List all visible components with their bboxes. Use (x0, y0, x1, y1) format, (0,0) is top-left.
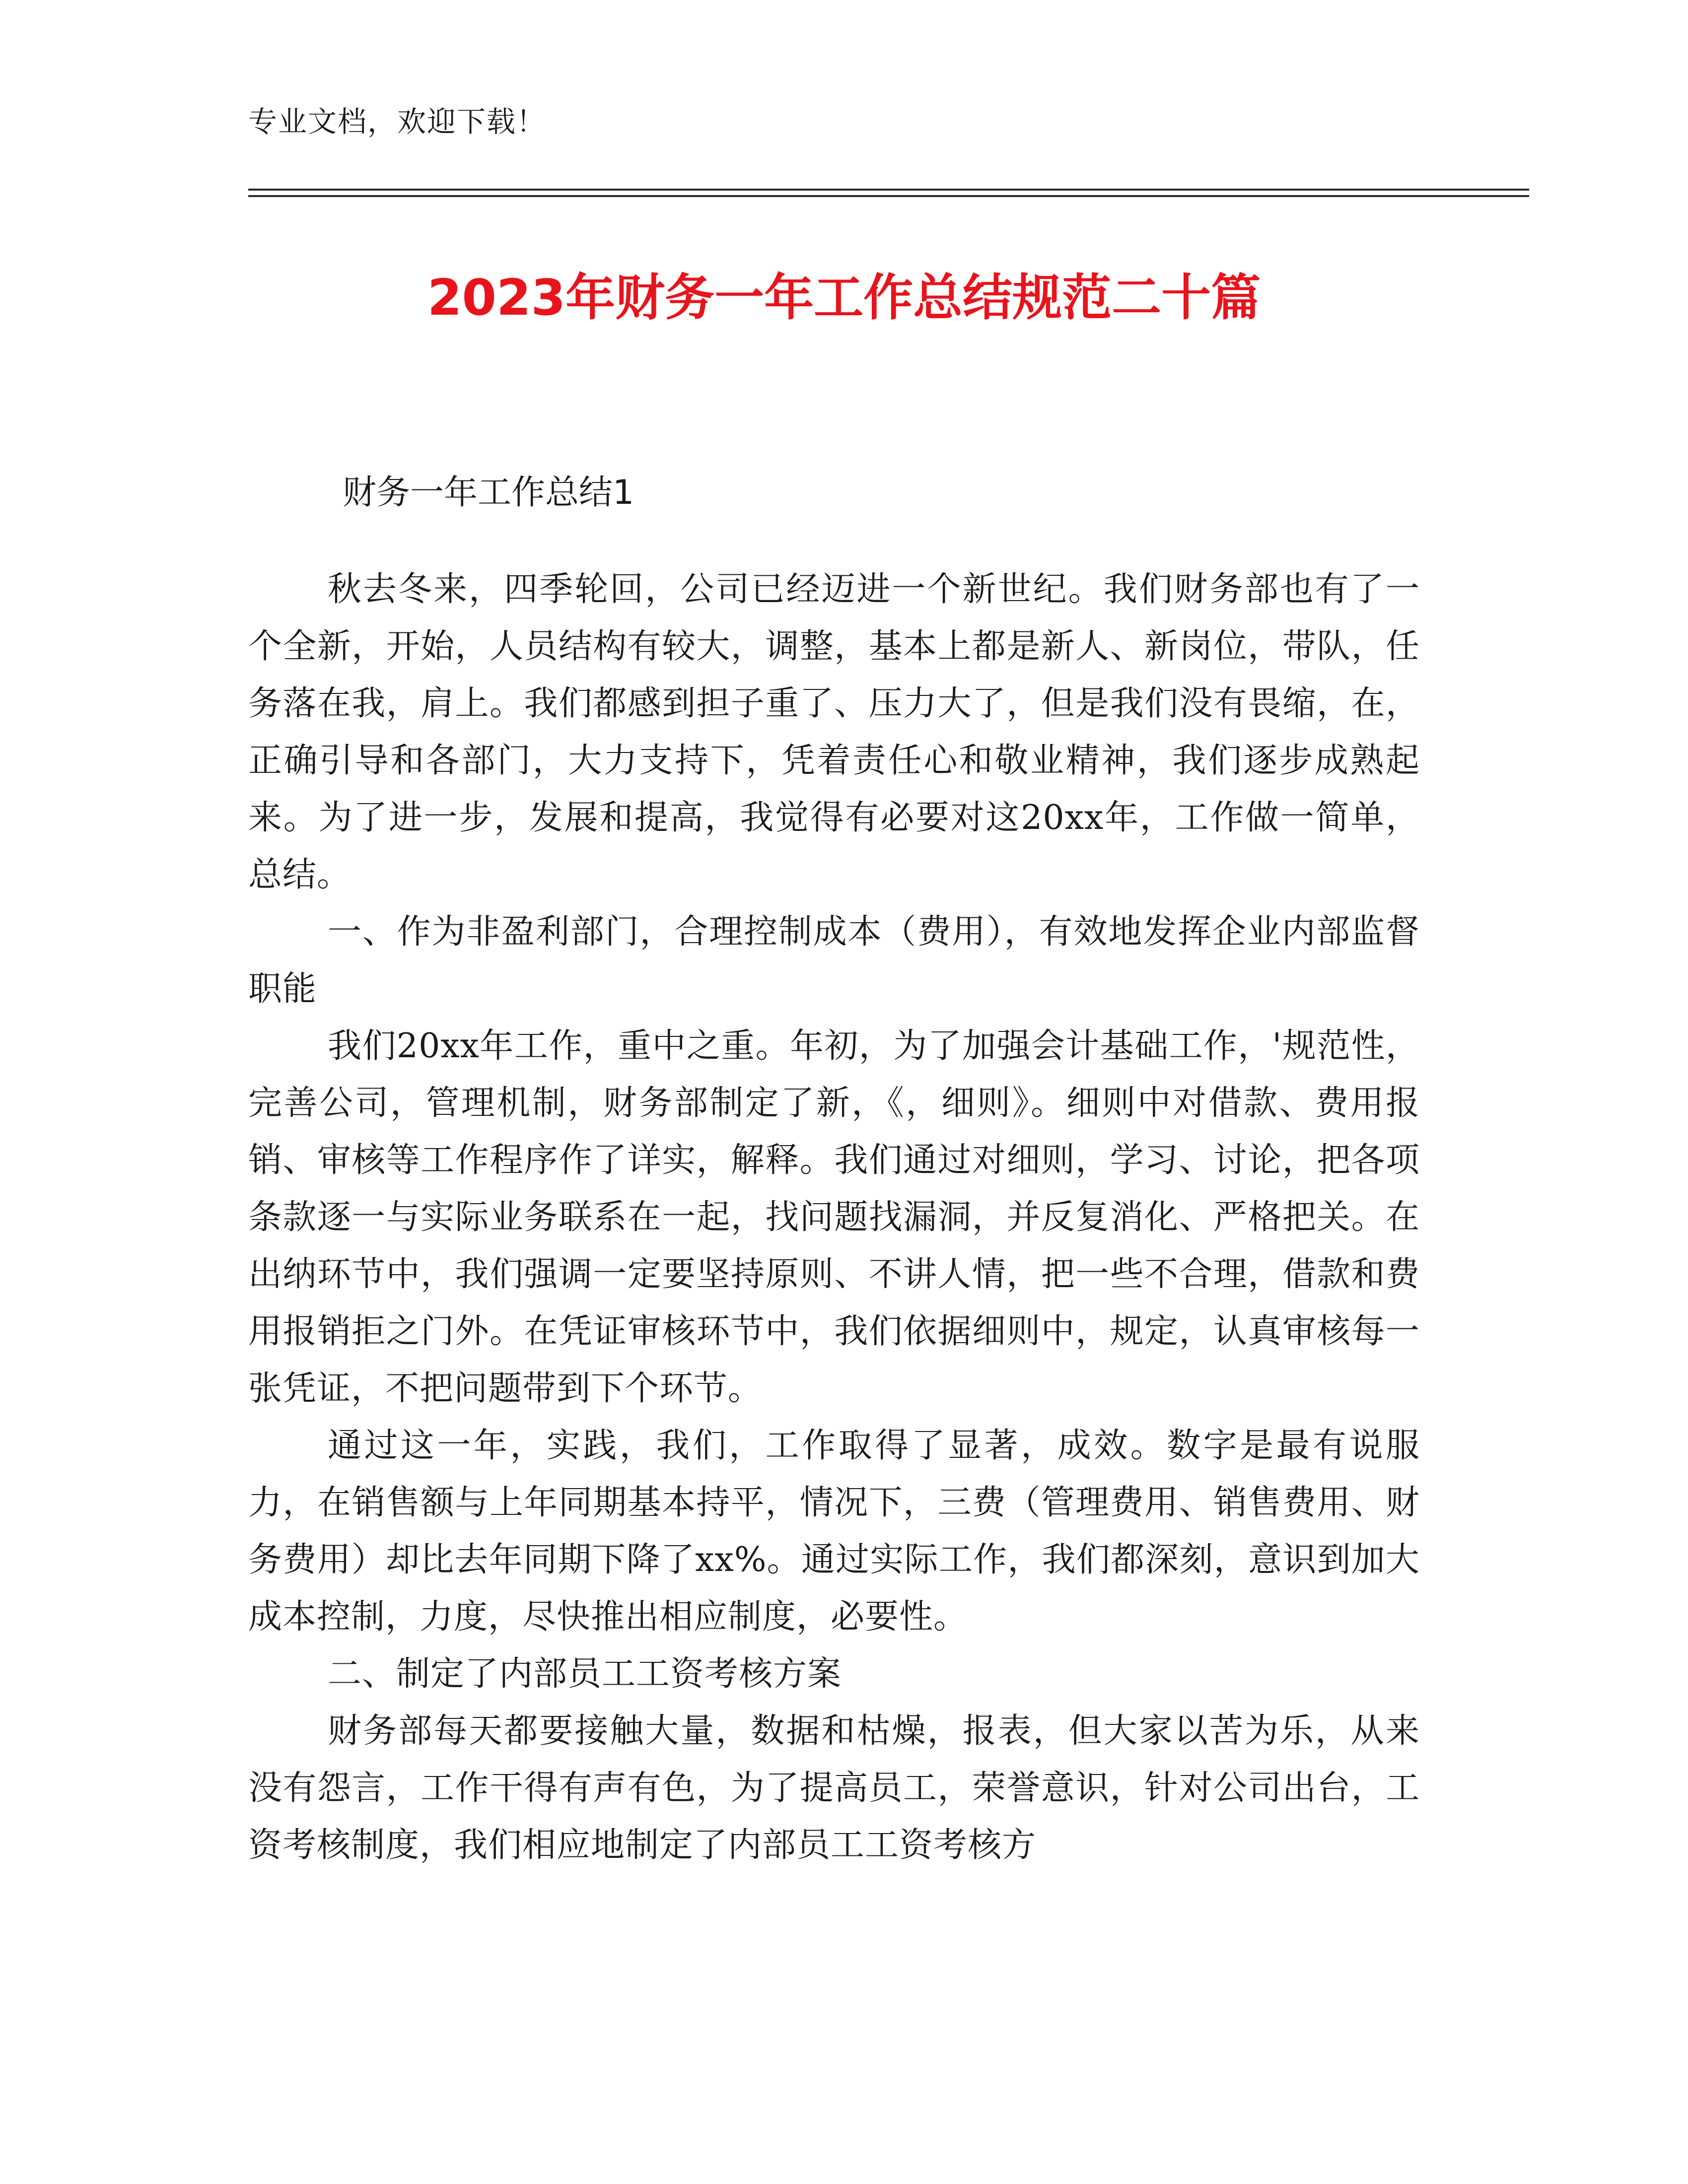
document-body (248, 561, 1420, 1874)
section-title: 财务一年工作总结1 (343, 473, 634, 512)
paragraph: 一、作为非盈利部门，合理控制成本（费用），有效地发挥企业内部监督职能 (248, 912, 1420, 1009)
paragraph: 二、制定了内部员工工资考核方案 (328, 1654, 842, 1694)
header-rule-bottom (248, 195, 1529, 197)
header-rule-top (248, 189, 1529, 191)
paragraph: 我们20xx年工作，重中之重。年初，为了加强会计基础工作，'规范性，完善公司，管理机制，财务部制定了新，《，细则》。细则中对借款、费用报销、审核等工作程序作了详实，解释。我们通过对细则，学习、讨论，把各项条款逐一与实际业务联系在一起，找问题找漏洞，并反复消化、严格把关。在出纳环节中，我们强调一定要坚持原则、不讲人情，把一些不合理，借款和费用报销拒之门外。在凭证审核环节中，我们依据细则中，规定，认真审核每一张凭证，不把问题带到下个环节。 (248, 1026, 1420, 1408)
document-title: 2023年财务一年工作总结规范二十篇 (427, 269, 1261, 327)
page-header-text: 专业文档，欢迎下载！ (248, 105, 547, 138)
paragraph: 财务部每天都要接触大量，数据和枯燥，报表，但大家以苦为乐，从来没有怨言，工作干得有声有色，为了提高员工，荣誉意识，针对公司出台，工资考核制度，我们相应地制定了内部员工工资考核方 (248, 1711, 1420, 1865)
paragraph: 通过这一年，实践，我们，工作取得了显著，成效。数字是最有说服力，在销售额与上年同期基本持平，情况下，三费（管理费用、销售费用、财务费用）却比去年同期下降了xx%。通过实际工作，我们都深刻，意识到加大成本控制，力度，尽快推出相应制度，必要性。 (248, 1426, 1420, 1637)
paragraph: 秋去冬来，四季轮回，公司已经迈进一个新世纪。我们财务部也有了一个全新，开始，人员结构有较大，调整，基本上都是新人、新岗位，带队，任务落在我，肩上。我们都感到担子重了、压力大了，但是我们没有畏缩，在，正确引导和各部门，大力支持下，凭着责任心和敬业精神，我们逐步成熟起来。为了进一步，发展和提高，我觉得有必要对这20xx年，工作做一简单，总结。 (248, 570, 1420, 894)
